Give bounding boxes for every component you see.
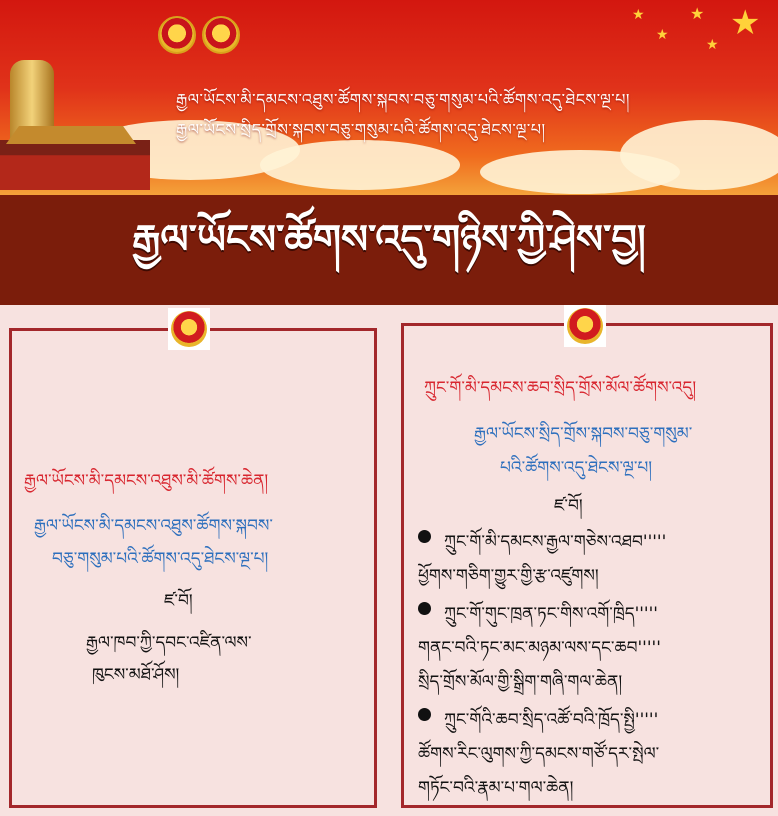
cppcc-heading: ཀྲུང་གོ་མི་དམངས་ཆབ་སྲིད་གྲོས་མོལ་ཚོགས་འདུ། bbox=[424, 378, 697, 398]
cppcc-point1-line1: ཀྲུང་གོ་མི་དམངས་རྒྱལ་གཅེས་འཐབ''''' bbox=[444, 532, 667, 552]
npc-body-line1: རྒྱལ་ཁབ་ཀྱི་དབང་འཛིན་ལས་ bbox=[86, 633, 252, 653]
cloud-decoration bbox=[620, 120, 778, 190]
star-icon: ★ bbox=[656, 27, 669, 43]
star-icon: ★ bbox=[632, 7, 645, 23]
bullet-icon bbox=[418, 602, 431, 615]
npc-label: ཛ་བོ། bbox=[164, 591, 193, 611]
star-icon: ★ bbox=[690, 4, 705, 23]
national-emblem-badge-icon bbox=[168, 308, 210, 350]
star-icon: ★ bbox=[730, 3, 761, 43]
cppcc-point2-line2: གནང་བའི་ཏང་མང་མཉམ་ལས་དང་ཆབ''''' bbox=[418, 638, 661, 658]
npc-heading: རྒྱལ་ཡོངས་མི་དམངས་འཐུས་མི་ཚོགས་ཆེན། bbox=[24, 471, 269, 491]
cppcc-subtitle-line1: རྒྱལ་ཡོངས་སྲིད་གྲོས་སྐབས་བཅུ་གསུམ་ bbox=[474, 424, 693, 444]
cppcc-emblem-icon bbox=[202, 16, 240, 54]
cppcc-point1-line2: ཕྱོགས་གཅིག་གྱུར་གྱི་རྩ་འཛུགས། bbox=[418, 566, 599, 586]
cppcc-label: ཛ་བོ། bbox=[554, 496, 583, 516]
cppcc-point3-line1: ཀྲུང་གོའི་ཆབ་སྲིད་འཚོ་བའི་ཁྲོད་སྤྱི''''' bbox=[444, 710, 659, 730]
npc-subtitle-line2: བཅུ་གསུམ་པའི་ཚོགས་འདུ་ཐེངས་ལྔ་པ། bbox=[52, 549, 269, 569]
banner-line-npc: རྒྱལ་ཡོངས་མི་དམངས་འཐུས་ཚོགས་སྐབས་བཅུ་གསུམ་པའི་ཚོགས་འདུ་ཐེངས་ལྔ་པ། bbox=[176, 90, 630, 109]
cppcc-panel bbox=[401, 323, 773, 808]
cppcc-point2-line3: སྲིད་གྲོས་མོལ་གྱི་སྒྲིག་གཞི་གལ་ཆེན། bbox=[418, 672, 623, 692]
cppcc-subtitle-line2: པའི་ཚོགས་འདུ་ཐེངས་ལྔ་པ། bbox=[500, 458, 653, 478]
header-banner bbox=[0, 0, 778, 195]
national-emblem-icon bbox=[158, 16, 196, 54]
bullet-icon bbox=[418, 530, 431, 543]
bullet-icon bbox=[418, 708, 431, 721]
cppcc-emblem-badge-icon bbox=[564, 305, 606, 347]
npc-body-line2: ཁུངས་མཐོ་ཤོས། bbox=[92, 665, 180, 685]
tiananmen-icon bbox=[0, 140, 150, 190]
cppcc-point2-line1: ཀྲུང་གོ་གུང་ཁྲན་ཏང་གིས་འགོ་ཁྲིད''''' bbox=[444, 604, 658, 624]
cppcc-point3-line2: ཚོགས་རིང་ལུགས་ཀྱི་དམངས་གཙོ་དར་སྤེལ་ bbox=[418, 744, 660, 764]
npc-panel bbox=[9, 328, 377, 808]
banner-line-cppcc: རྒྱལ་ཡོངས་སྲིད་གྲོས་སྐབས་བཅུ་གསུམ་པའི་ཚོགས་འདུ་ཐེངས་ལྔ་པ། bbox=[176, 120, 546, 139]
star-icon: ★ bbox=[706, 37, 719, 53]
npc-subtitle-line1: རྒྱལ་ཡོངས་མི་དམངས་འཐུས་ཚོགས་སྐབས་ bbox=[34, 516, 273, 536]
title-band bbox=[0, 195, 778, 305]
cppcc-point3-line3: གཏོང་བའི་རྣམ་པ་གལ་ཆེན། bbox=[418, 778, 574, 798]
page-title: རྒྱལ་ཡོངས་ཚོགས་འདུ་གཉིས་ཀྱི་ཤེས་བྱ། bbox=[132, 216, 646, 263]
